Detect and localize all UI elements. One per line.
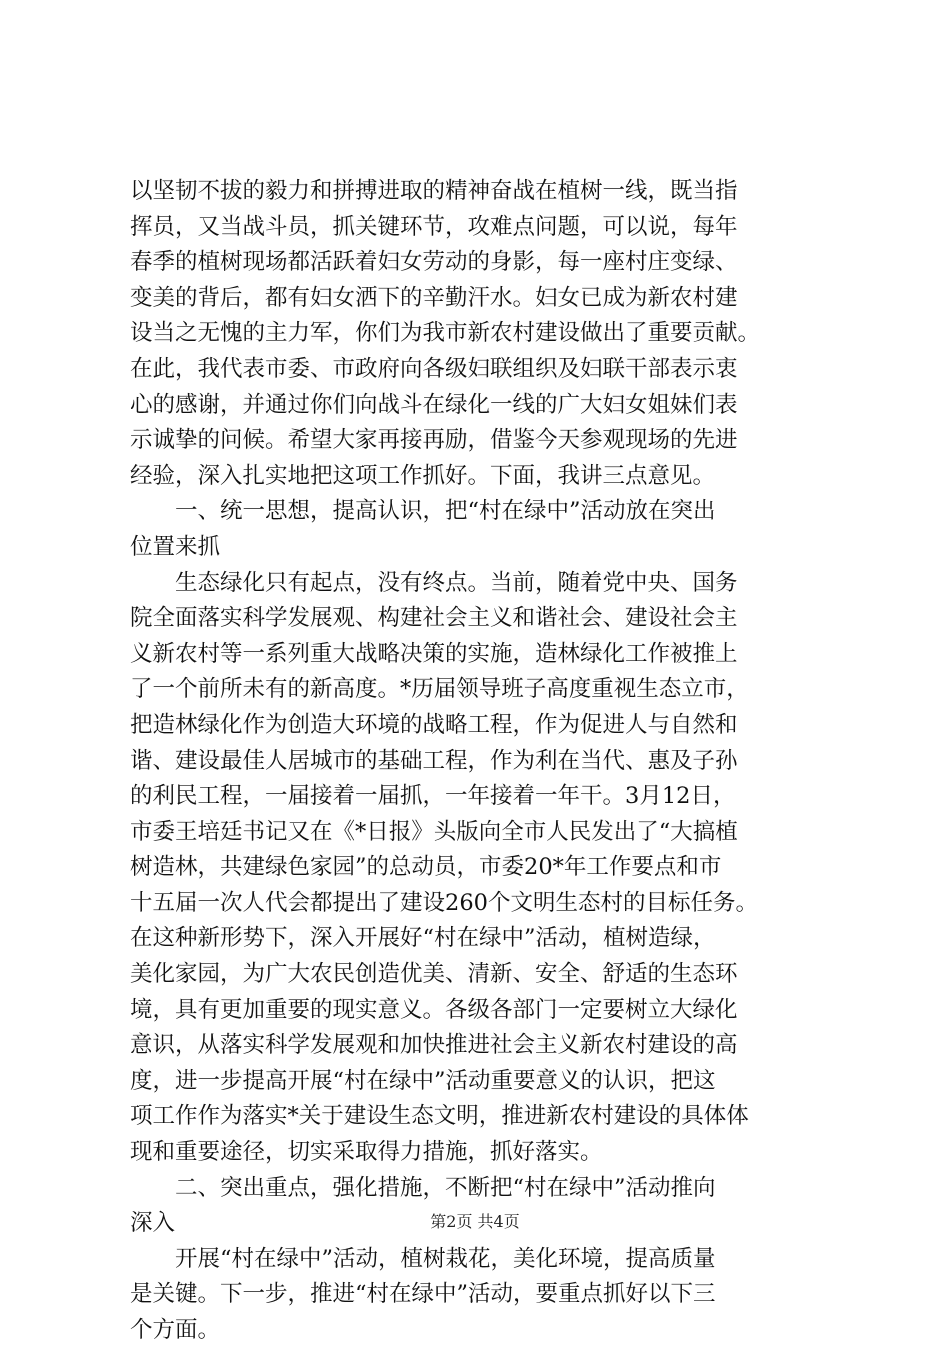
text-line: 十五届一次人代会都提出了建设260个文明生态村的目标任务。 xyxy=(130,889,758,916)
text-line: 二、突出重点，强化措施，不断把“村在绿中”活动推向 xyxy=(175,1174,716,1201)
text-line: 春季的植树现场都活跃着妇女劳动的身影，每一座村庄变绿、 xyxy=(130,249,738,276)
text-line: 的利民工程，一届接着一届抓，一年接着一年干。3月12日， xyxy=(130,783,736,810)
text-line: 变美的背后，都有妇女洒下的辛勤汗水。妇女已成为新农村建 xyxy=(130,284,738,311)
text-line: 现和重要途径，切实采取得力措施，抓好落实。 xyxy=(130,1139,603,1166)
text-line: 意识，从落实科学发展观和加快推进社会主义新农村建设的高 xyxy=(130,1032,738,1059)
text-line: 是关键。下一步，推进“村在绿中”活动，要重点抓好以下三 xyxy=(130,1281,716,1308)
text-line: 一、统一思想，提高认识，把“村在绿中”活动放在突出 xyxy=(175,498,716,525)
text-line: 在这种新形势下，深入开展好“村在绿中”活动，植树造绿， xyxy=(130,925,716,952)
text-line: 度，进一步提高开展“村在绿中”活动重要意义的认识，把这 xyxy=(130,1067,716,1094)
text-line: 心的感谢，并通过你们向战斗在绿化一线的广大妇女姐妹们表 xyxy=(130,391,738,418)
text-line: 在此，我代表市委、市政府向各级妇联组织及妇联干部表示衷 xyxy=(130,355,738,382)
text-line: 谐、建设最佳人居城市的基础工程，作为利在当代、惠及子孙 xyxy=(130,747,738,774)
text-line: 位置来抓 xyxy=(130,533,221,560)
text-line: 深入 xyxy=(130,1210,176,1237)
text-line: 示诚挚的问候。希望大家再接再励，借鉴今天参观现场的先进 xyxy=(130,427,738,454)
text-line: 设当之无愧的主力军，你们为我市新农村建设做出了重要贡献。 xyxy=(130,320,761,347)
text-line: 义新农村等一系列重大战略决策的实施，造林绿化工作被推上 xyxy=(130,640,738,667)
document-body xyxy=(130,174,850,1349)
page-number: 第2页 共4页 xyxy=(430,1212,520,1231)
text-line: 美化家园，为广大农民创造优美、清新、安全、舒适的生态环 xyxy=(130,961,738,988)
text-line: 了一个前所未有的新高度。*历届领导班子高度重视生态立市， xyxy=(130,676,749,703)
text-line: 以坚韧不拔的毅力和拼搏进取的精神奋战在植树一线，既当指 xyxy=(130,178,738,204)
text-line: 个方面。 xyxy=(130,1317,221,1343)
text-line: 把造林绿化作为创造大环境的战略工程，作为促进人与自然和 xyxy=(130,711,738,738)
text-line: 市委王培廷书记又在《*日报》头版向全市人民发出了“大搞植 xyxy=(130,818,738,845)
text-line: 经验，深入扎实地把这项工作抓好。下面，我讲三点意见。 xyxy=(130,462,716,489)
text-line: 挥员，又当战斗员，抓关键环节，攻难点问题，可以说，每年 xyxy=(130,213,738,240)
page-footer xyxy=(0,1212,950,1232)
text-line: 境，具有更加重要的现实意义。各级各部门一定要树立大绿化 xyxy=(130,996,738,1023)
text-line: 院全面落实科学发展观、构建社会主义和谐社会、建设社会主 xyxy=(130,605,738,632)
text-line: 开展“村在绿中”活动，植树栽花，美化环境，提高质量 xyxy=(175,1245,716,1272)
text-line: 生态绿化只有起点，没有终点。当前，随着党中央、国务 xyxy=(175,569,738,596)
text-line: 树造林，共建绿色家园”的总动员，市委20*年工作要点和市 xyxy=(130,854,722,881)
text-line: 项工作作为落实*关于建设生态文明，推进新农村建设的具体体 xyxy=(130,1103,749,1130)
